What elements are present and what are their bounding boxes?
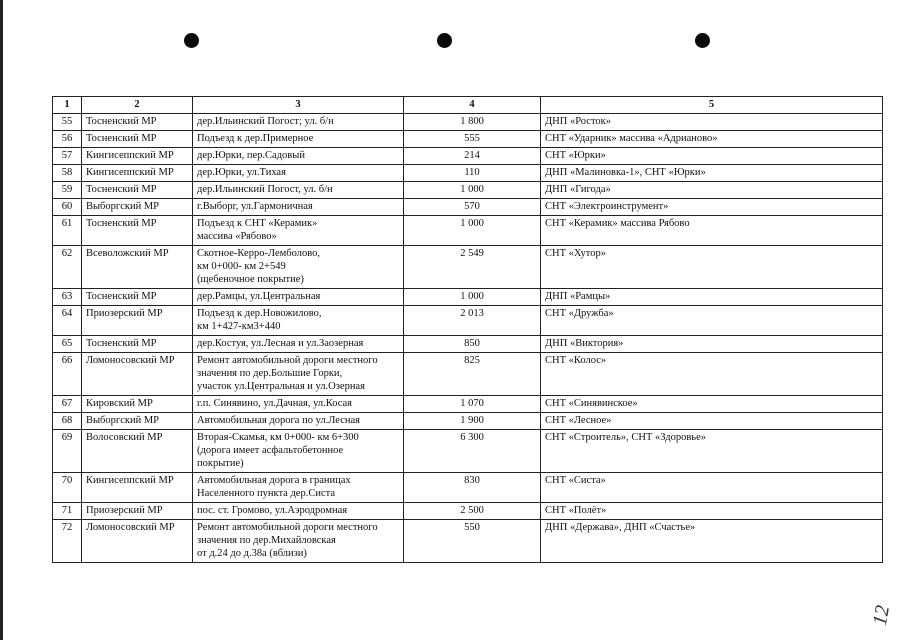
row-length: 1 000 [404, 182, 541, 199]
row-owner: СНТ «Строитель», СНТ «Здоровье» [541, 430, 883, 473]
row-length: 1 000 [404, 216, 541, 246]
row-district: Ломоносовский МР [82, 520, 193, 563]
road-line: покрытие) [197, 458, 244, 469]
row-district: Приозерский МР [82, 503, 193, 520]
road-line: Вторая-Скамья, км 0+000- км 6+300 [197, 432, 359, 443]
header-col-4: 4 [404, 97, 541, 114]
row-district: Волосовский МР [82, 430, 193, 473]
row-district: Выборгский МР [82, 413, 193, 430]
row-number: 62 [53, 246, 82, 289]
row-district: Тосненский МР [82, 114, 193, 131]
row-owner: ДНП «Росток» [541, 114, 883, 131]
row-owner: СНТ «Полёт» [541, 503, 883, 520]
roads-table [52, 96, 883, 563]
road-line: Подъезд к СНТ «Керамик» [197, 218, 318, 229]
road-line: км 1+427-км3+440 [197, 321, 281, 332]
punch-hole-icon [184, 33, 199, 48]
row-owner: ДНП «Гигода» [541, 182, 883, 199]
row-road [193, 199, 404, 216]
header-col-5: 5 [541, 97, 883, 114]
road-line: пос. ст. Громово, ул.Аэродромная [197, 505, 348, 516]
row-number: 60 [53, 199, 82, 216]
row-district: Кингисеппский МР [82, 165, 193, 182]
table-row [53, 216, 883, 246]
row-district: Всеволожский МР [82, 246, 193, 289]
row-owner: СНТ «Колос» [541, 353, 883, 396]
row-length: 2 500 [404, 503, 541, 520]
row-length: 550 [404, 520, 541, 563]
row-owner: СНТ «Ударник» массива «Адрианово» [541, 131, 883, 148]
road-line: Подъезд к дер.Примерное [197, 133, 314, 144]
table-row [53, 353, 883, 396]
road-line: км 0+000- км 2+549 [197, 261, 286, 272]
row-number: 72 [53, 520, 82, 563]
row-road [193, 306, 404, 336]
row-road [193, 289, 404, 306]
road-line: дер.Рамцы, ул.Центральная [197, 291, 321, 302]
row-district: Тосненский МР [82, 289, 193, 306]
row-owner: СНТ «Синявинское» [541, 396, 883, 413]
row-owner: СНТ «Юрки» [541, 148, 883, 165]
row-length: 825 [404, 353, 541, 396]
table-row [53, 396, 883, 413]
row-road [193, 216, 404, 246]
row-number: 64 [53, 306, 82, 336]
road-line: дер.Ильинский Погост, ул. б/н [197, 184, 333, 195]
row-owner: СНТ «Лесное» [541, 413, 883, 430]
row-district: Кингисеппский МР [82, 473, 193, 503]
row-owner: СНТ «Керамик» массива Рябово [541, 216, 883, 246]
table-row [53, 336, 883, 353]
row-owner: ДНП «Рамцы» [541, 289, 883, 306]
header-col-2: 2 [82, 97, 193, 114]
row-district: Ломоносовский МР [82, 353, 193, 396]
road-line: г.п. Синявино, ул.Дачная, ул.Косая [197, 398, 353, 409]
row-number: 70 [53, 473, 82, 503]
row-road [193, 148, 404, 165]
table-row [53, 520, 883, 563]
row-road [193, 131, 404, 148]
row-length: 830 [404, 473, 541, 503]
row-length: 850 [404, 336, 541, 353]
table-row [53, 473, 883, 503]
road-line: от д.24 до д.38а (вблизи) [197, 548, 307, 559]
row-road [193, 396, 404, 413]
row-length: 570 [404, 199, 541, 216]
road-line: массива «Рябово» [197, 231, 277, 242]
table-row [53, 165, 883, 182]
row-number: 55 [53, 114, 82, 131]
row-district: Выборгский МР [82, 199, 193, 216]
row-number: 67 [53, 396, 82, 413]
page-number: 12 [868, 603, 895, 628]
row-owner: ДНП «Виктория» [541, 336, 883, 353]
road-line: г.Выборг, ул.Гармоничная [197, 201, 313, 212]
row-road [193, 413, 404, 430]
road-line: дер.Ильинский Погост; ул. б/н [197, 116, 334, 127]
table-row [53, 131, 883, 148]
table-row [53, 182, 883, 199]
row-length: 1 900 [404, 413, 541, 430]
road-line: Населенного пункта дер.Систа [197, 488, 335, 499]
row-owner: СНТ «Систа» [541, 473, 883, 503]
road-line: дер.Костуя, ул.Лесная и ул.Заозерная [197, 338, 364, 349]
row-length: 2 013 [404, 306, 541, 336]
row-number: 66 [53, 353, 82, 396]
row-number: 71 [53, 503, 82, 520]
row-owner: ДНП «Малиновка-1», СНТ «Юрки» [541, 165, 883, 182]
row-road [193, 165, 404, 182]
row-district: Кингисеппский МР [82, 148, 193, 165]
road-line: дер.Юрки, ул.Тихая [197, 167, 286, 178]
row-length: 1 000 [404, 289, 541, 306]
road-line: участок ул.Центральная и ул.Озерная [197, 381, 365, 392]
row-owner: ДНП «Держава», ДНП «Счастье» [541, 520, 883, 563]
road-line: Автомобильная дорога по ул.Лесная [197, 415, 360, 426]
scan-edge [0, 0, 3, 640]
row-road [193, 430, 404, 473]
row-owner: СНТ «Дружба» [541, 306, 883, 336]
header-col-3: 3 [193, 97, 404, 114]
row-number: 59 [53, 182, 82, 199]
row-length: 6 300 [404, 430, 541, 473]
row-road [193, 114, 404, 131]
road-line: Подъезд к дер.Новожилово, [197, 308, 322, 319]
road-line: Скотное-Керро-Лемболово, [197, 248, 320, 259]
row-owner: СНТ «Хутор» [541, 246, 883, 289]
row-length: 110 [404, 165, 541, 182]
road-line: Ремонт автомобильной дороги местного [197, 522, 378, 533]
row-length: 2 549 [404, 246, 541, 289]
table-row [53, 114, 883, 131]
table-header-row [53, 97, 883, 114]
row-road [193, 246, 404, 289]
row-road [193, 503, 404, 520]
row-road [193, 353, 404, 396]
row-district: Тосненский МР [82, 216, 193, 246]
row-number: 69 [53, 430, 82, 473]
row-road [193, 520, 404, 563]
row-district: Приозерский МР [82, 306, 193, 336]
table-row [53, 430, 883, 473]
punch-hole-icon [695, 33, 710, 48]
row-road [193, 182, 404, 199]
row-number: 61 [53, 216, 82, 246]
road-line: (дорога имеет асфальтобетонное [197, 445, 344, 456]
row-district: Тосненский МР [82, 182, 193, 199]
header-col-1: 1 [53, 97, 82, 114]
row-road [193, 336, 404, 353]
table-row [53, 413, 883, 430]
row-district: Тосненский МР [82, 131, 193, 148]
road-line: дер.Юрки, пер.Садовый [197, 150, 305, 161]
table-row [53, 246, 883, 289]
road-line: (щебеночное покрытие) [197, 274, 304, 285]
row-number: 57 [53, 148, 82, 165]
row-road [193, 473, 404, 503]
row-number: 63 [53, 289, 82, 306]
table-row [53, 148, 883, 165]
punch-hole-icon [437, 33, 452, 48]
row-district: Кировский МР [82, 396, 193, 413]
table-row [53, 306, 883, 336]
road-line: Автомобильная дорога в границах [197, 475, 351, 486]
row-number: 58 [53, 165, 82, 182]
road-line: значения по дер.Михайловская [197, 535, 336, 546]
row-length: 1 800 [404, 114, 541, 131]
table-row [53, 503, 883, 520]
row-length: 214 [404, 148, 541, 165]
table-row [53, 199, 883, 216]
row-length: 1 070 [404, 396, 541, 413]
row-length: 555 [404, 131, 541, 148]
row-district: Тосненский МР [82, 336, 193, 353]
row-owner: СНТ «Электроинструмент» [541, 199, 883, 216]
row-number: 68 [53, 413, 82, 430]
road-line: значения по дер.Большие Горки, [197, 368, 343, 379]
row-number: 56 [53, 131, 82, 148]
table-row [53, 289, 883, 306]
road-line: Ремонт автомобильной дороги местного [197, 355, 378, 366]
row-number: 65 [53, 336, 82, 353]
